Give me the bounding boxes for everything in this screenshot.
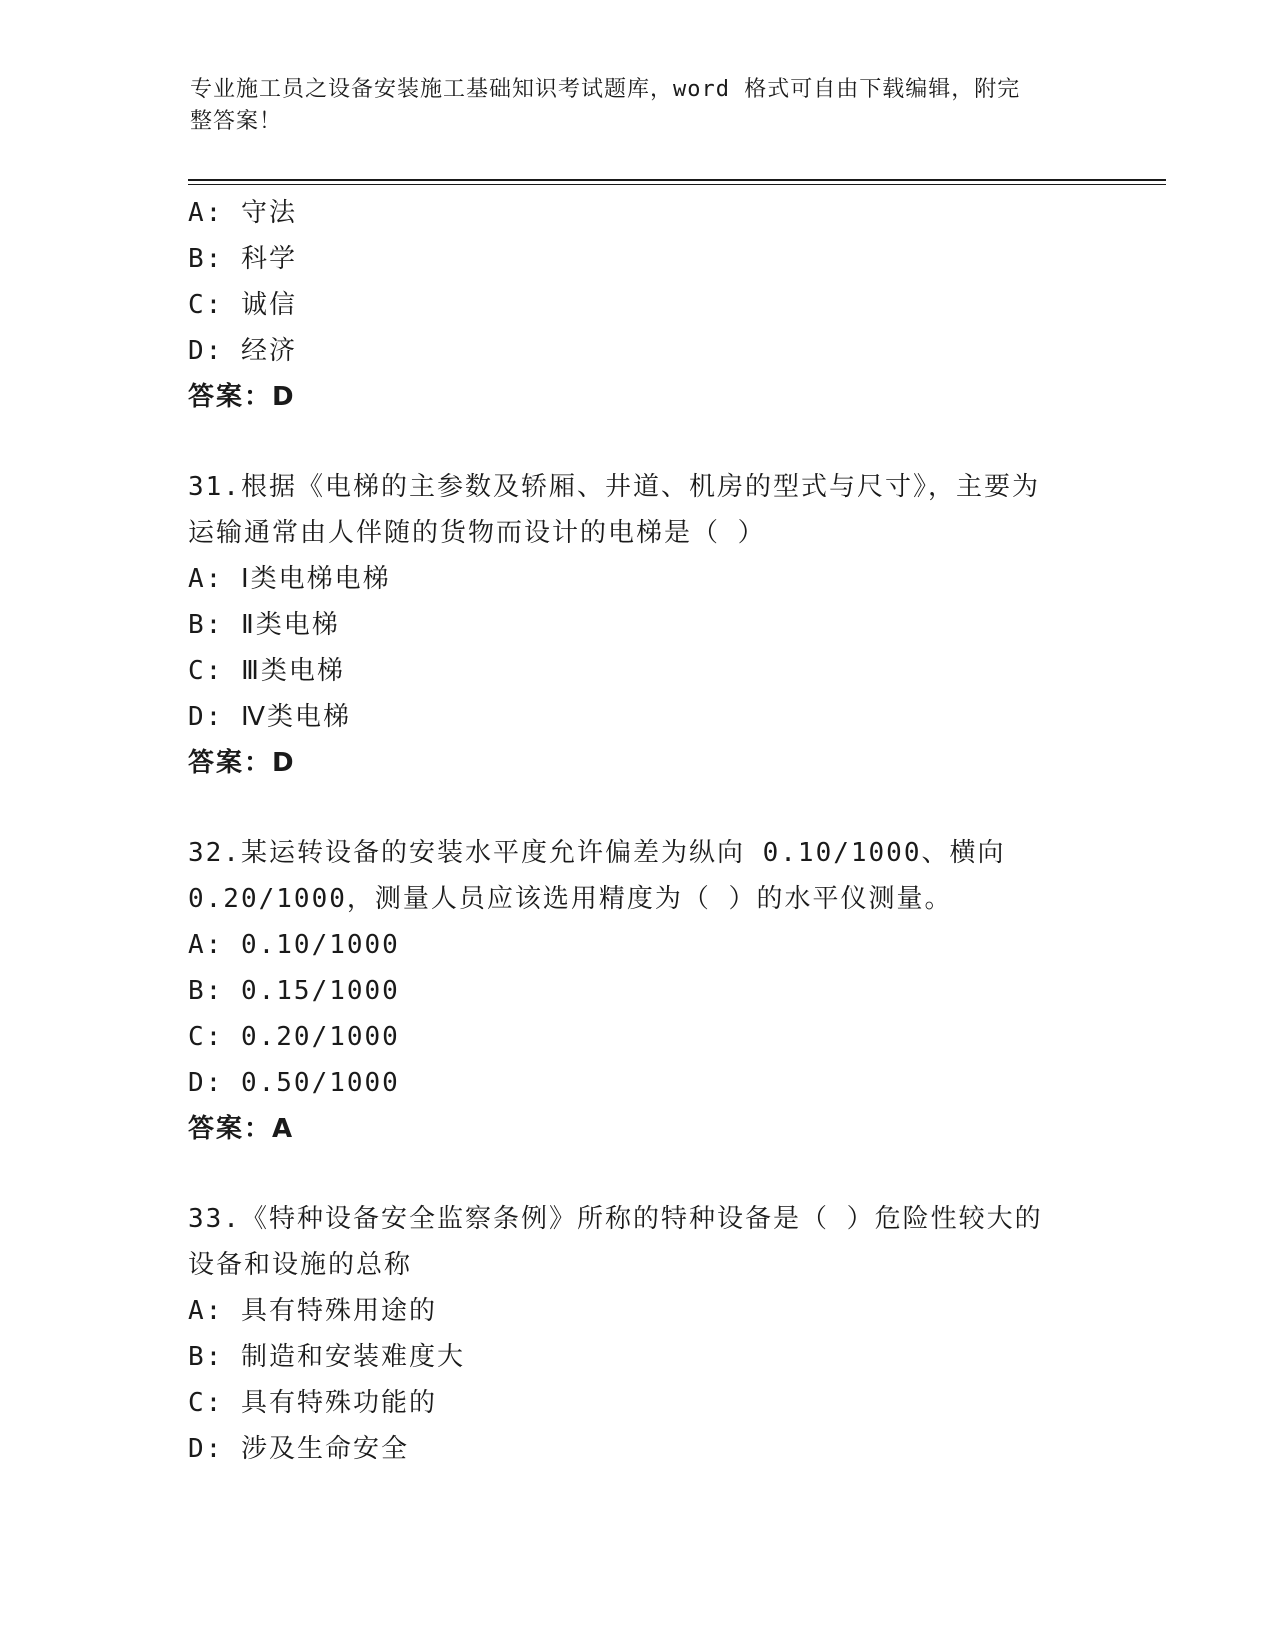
question-33 [188, 1196, 1108, 1472]
option-b: B: 0.15/1000 [188, 976, 400, 1006]
option-a: A: 具有特殊用途的 [188, 1296, 437, 1326]
question-30 [188, 190, 1108, 420]
header-divider-thin [188, 184, 1166, 185]
question-stem-line-2: 运输通常由人伴随的货物而设计的电梯是（ ） [188, 518, 766, 548]
option-c: C: 0.20/1000 [188, 1022, 400, 1052]
option-b: B: 制造和安装难度大 [188, 1342, 465, 1372]
spacer [188, 1152, 1108, 1196]
option-b: B: 科学 [188, 244, 297, 274]
question-stem-line-1: 31.根据《电梯的主参数及轿厢、井道、机房的型式与尺寸》，主要为 [188, 472, 1040, 502]
question-list [188, 190, 1108, 1472]
option-d: D: 0.50/1000 [188, 1068, 400, 1098]
question-stem-line-1: 33.《特种设备安全监察条例》所称的特种设备是（ ）危险性较大的 [188, 1204, 1043, 1234]
question-stem-line-2: 0.20/1000，测量人员应该选用精度为（ ）的水平仪测量。 [188, 884, 953, 914]
document-header [190, 74, 1090, 138]
question-32 [188, 830, 1108, 1152]
option-a: A: Ⅰ类电梯电梯 [188, 564, 391, 594]
option-b: B: Ⅱ类电梯 [188, 610, 340, 640]
option-c: C: 具有特殊功能的 [188, 1388, 437, 1418]
header-title-line-2: 整答案！ [190, 109, 283, 134]
option-d: D: 经济 [188, 336, 297, 366]
spacer [188, 420, 1108, 464]
header-title-line-1: 专业施工员之设备安装施工基础知识考试题库，word 格式可自由下载编辑，附完 [190, 77, 1021, 102]
question-stem-line-2: 设备和设施的总称 [188, 1250, 413, 1280]
option-a: A: 0.10/1000 [188, 930, 400, 960]
question-stem-line-1: 32.某运转设备的安装水平度允许偏差为纵向 0.10/1000、横向 [188, 838, 1006, 868]
option-d: D: Ⅳ类电梯 [188, 702, 351, 732]
question-31 [188, 464, 1108, 786]
option-a: A: 守法 [188, 198, 297, 228]
option-d: D: 涉及生命安全 [188, 1434, 409, 1464]
spacer [188, 786, 1108, 830]
option-c: C: 诚信 [188, 290, 297, 320]
answer: 答案：D [188, 748, 296, 778]
header-divider-thick [188, 179, 1166, 181]
option-c: C: Ⅲ类电梯 [188, 656, 345, 686]
answer: 答案：A [188, 1114, 295, 1144]
answer: 答案：D [188, 382, 296, 412]
